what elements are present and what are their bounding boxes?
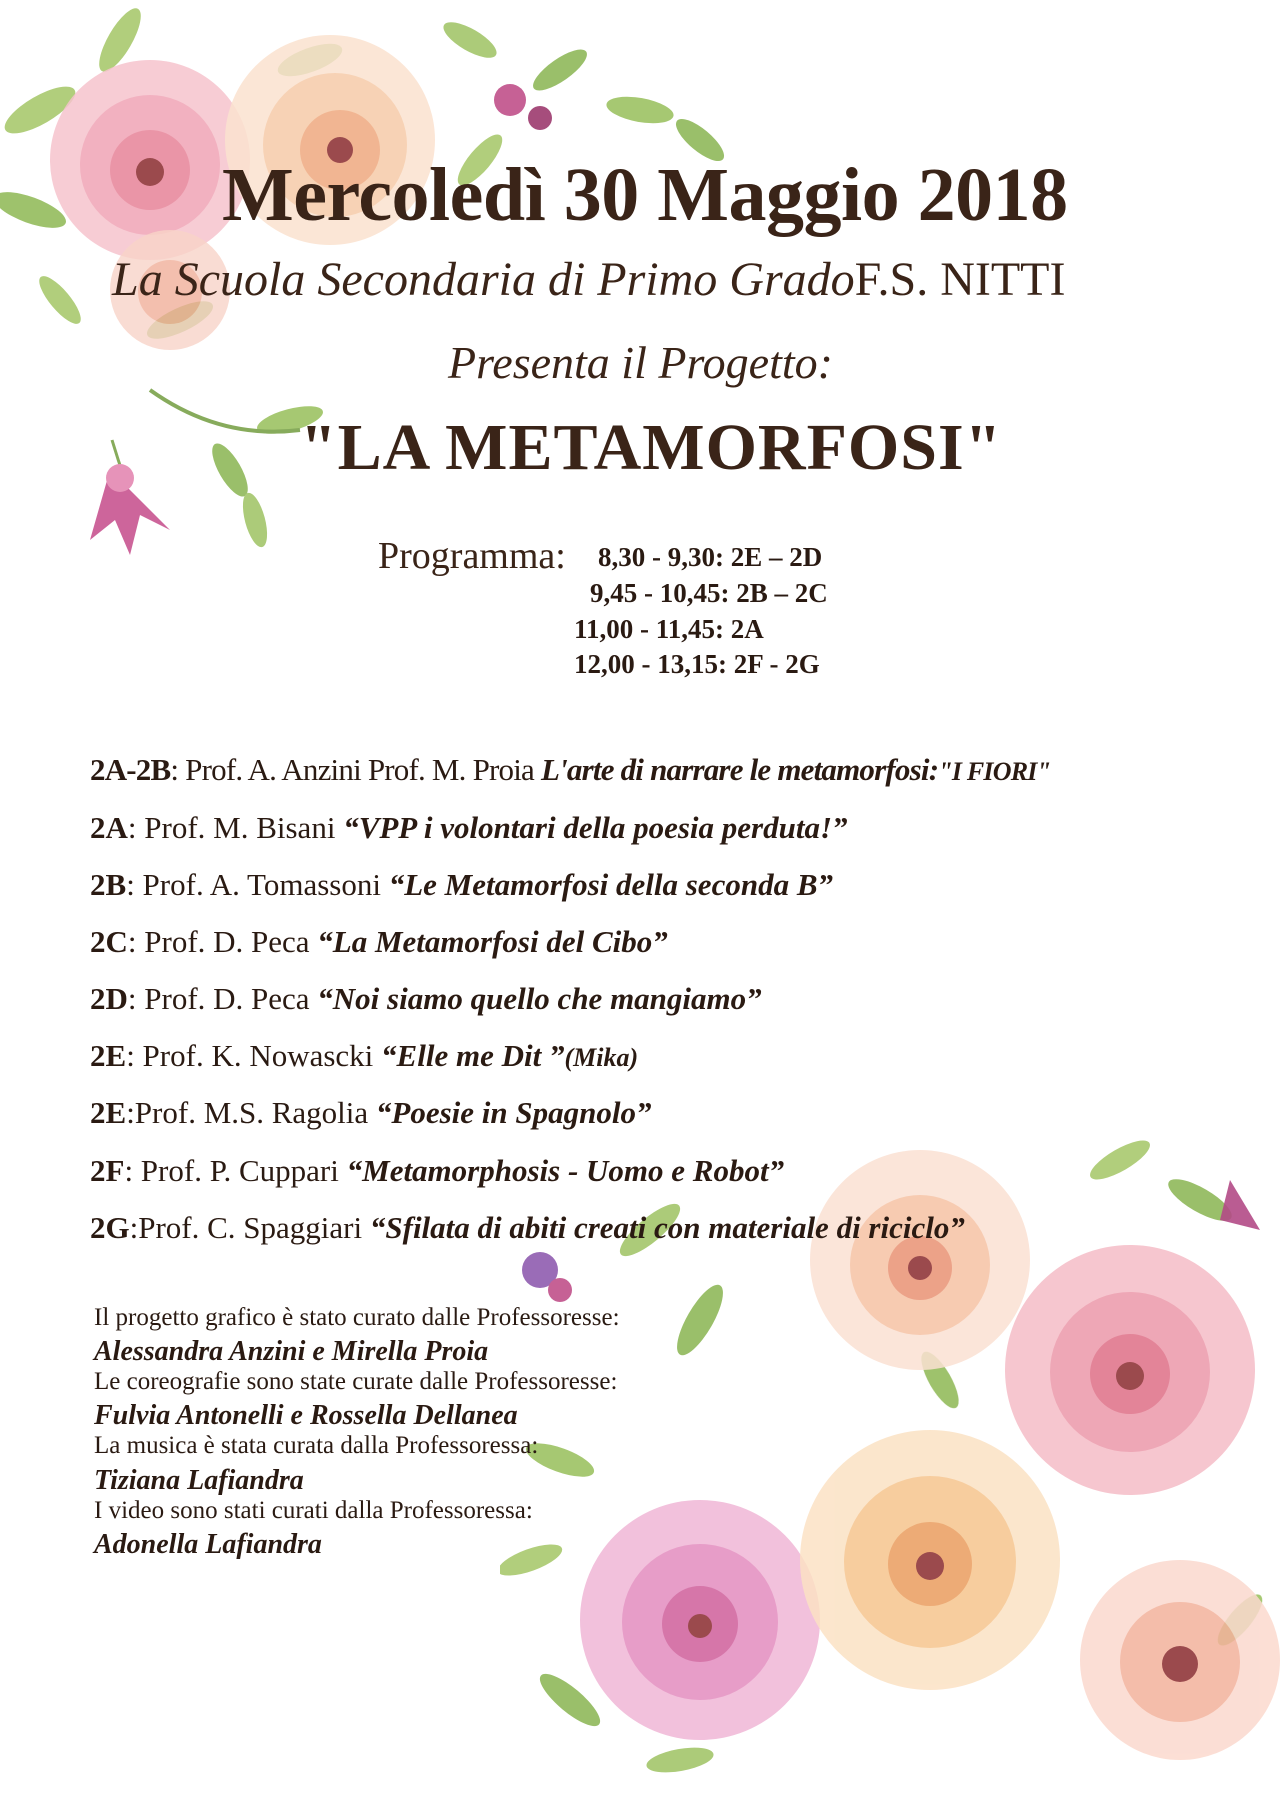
credit-names: Fulvia Antonelli e Rossella Dellanea: [94, 1400, 518, 1431]
rose-peach-corner: [1080, 1560, 1280, 1760]
project-prof: : Prof. A. Anzini Prof. M. Proia: [170, 752, 541, 787]
project-entry: [90, 1038, 638, 1074]
school-name: F.S. NITTI: [854, 253, 1066, 306]
rose-orange-bottom: [800, 1430, 1060, 1690]
project-prof: : Prof. M. Bisani: [127, 810, 344, 845]
credit-names: Tiziana Lafiandra: [94, 1465, 304, 1496]
project-entry: [90, 981, 762, 1017]
project-entry: [90, 1153, 784, 1189]
credit-label: Le coreografie sono state curate dalle Professoresse:: [94, 1368, 618, 1395]
rose-pink-bottom: [1005, 1245, 1255, 1495]
credit-label: Il progetto grafico è stato curato dalle Professoresse:: [94, 1304, 620, 1331]
project-extra: (Mika): [564, 1043, 639, 1072]
rose-pink-top: [50, 60, 250, 260]
project-entry: [90, 924, 668, 960]
project-title-text: “Sfilata di abiti creati con materiale di riciclo”: [369, 1210, 965, 1245]
schedule-slot: 9,45 - 10,45: 2B – 2C: [590, 578, 828, 608]
fuchsia-small: [494, 84, 552, 130]
presents-line: Presenta il Progetto:: [448, 337, 833, 388]
project-prof: :Prof. C. Spaggiari: [129, 1210, 370, 1245]
project-extra: "I FIORI": [938, 757, 1051, 786]
project-prof: :Prof. M.S. Ragolia: [126, 1095, 376, 1130]
programma-label: Programma:: [378, 535, 566, 577]
project-title-text: “Metamorphosis - Uomo e Robot”: [346, 1153, 785, 1188]
project-class: 2A-2B: [90, 752, 171, 787]
project-title-text: L'arte di narrare le metamorfosi:: [540, 752, 939, 787]
credit-names: Adonella Lafiandra: [94, 1529, 322, 1560]
project-prof: : Prof. D. Peca: [127, 924, 318, 959]
project-class: 2C: [90, 924, 128, 959]
project-class: 2A: [90, 810, 128, 845]
credit-names: Alessandra Anzini e Mirella Proia: [94, 1336, 489, 1367]
project-title: "LA METAMORFOSI": [300, 411, 1003, 484]
project-class: 2B: [90, 867, 127, 902]
rose-peach-bottom: [810, 1150, 1030, 1370]
schedule-slot: 8,30 - 9,30: 2E – 2D: [598, 542, 823, 572]
project-title-text: “Elle me Dit ”: [381, 1038, 565, 1073]
project-title-text: “Poesie in Spagnolo”: [375, 1095, 652, 1130]
project-class: 2G: [90, 1210, 130, 1245]
project-prof: : Prof. A. Tomassoni: [126, 867, 389, 902]
project-class: 2D: [90, 981, 128, 1016]
project-title-text: “VPP i volontari della poesia perduta!”: [343, 810, 848, 845]
event-date-title: Mercoledì 30 Maggio 2018: [222, 153, 1068, 237]
fuchsia-flower: [90, 440, 170, 555]
schedule-slot: 12,00 - 13,15: 2F - 2G: [574, 649, 820, 679]
school-prefix: La Scuola Secondaria di Primo Grado: [112, 253, 855, 306]
project-entry: [90, 810, 848, 846]
project-entry: [90, 867, 833, 903]
credit-label: I video sono stati curati dalla Professoressa:: [94, 1497, 533, 1524]
project-entry: [90, 752, 1050, 788]
project-class: 2F: [90, 1153, 125, 1188]
project-title-text: “La Metamorfosi del Cibo”: [317, 924, 668, 959]
project-entry: [90, 1210, 965, 1246]
credit-label: La musica è stata curata dalla Professoressa:: [94, 1432, 539, 1459]
project-prof: : Prof. D. Peca: [127, 981, 318, 1016]
project-title-text: “Noi siamo quello che mangiamo”: [317, 981, 762, 1016]
project-prof: : Prof. P. Cuppari: [124, 1153, 347, 1188]
schedule-slot: 11,00 - 11,45: 2A: [574, 614, 764, 644]
rose-magenta-bottom: [580, 1500, 820, 1740]
project-entry: [90, 1095, 652, 1131]
school-line: [112, 252, 1065, 307]
project-class: 2E: [90, 1038, 127, 1073]
project-class: 2E: [90, 1095, 127, 1130]
project-prof: : Prof. K. Nowascki: [126, 1038, 382, 1073]
project-title-text: “Le Metamorfosi della seconda B”: [388, 867, 833, 902]
